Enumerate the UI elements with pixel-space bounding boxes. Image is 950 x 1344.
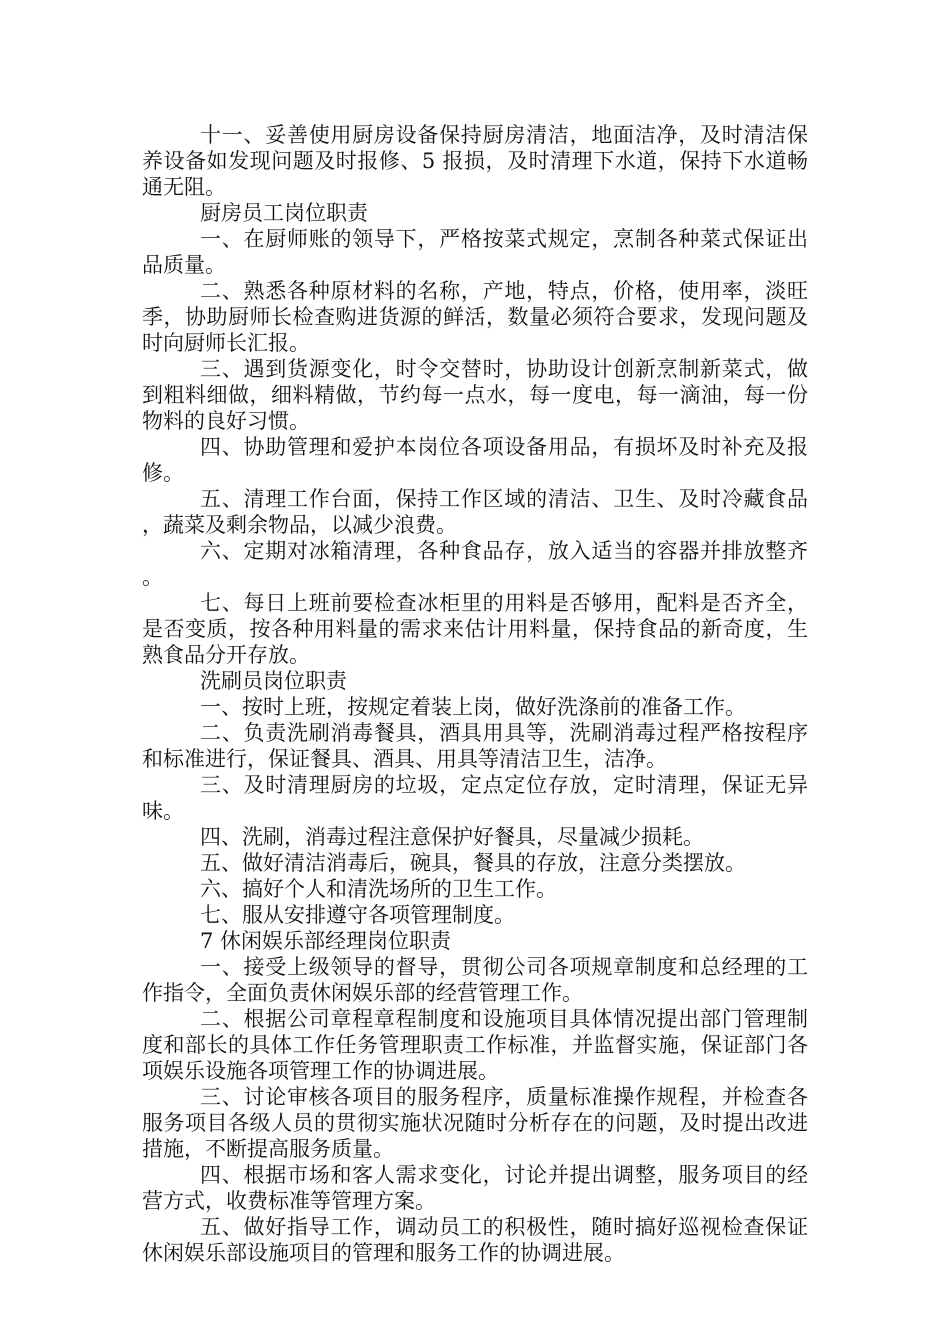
paragraph-maintenance-rule: 十一、妥善使用厨房设备保持厨房清洁，地面洁净，及时清洁保养设备如发现问题及时报修、5 报损，及时清理下水道，保持下水道畅通无阻。 [142,123,808,199]
paragraph: 四、洗刷，消毒过程注意保护好餐具，尽量减少损耗。 [200,825,704,849]
section-heading-leisure-manager: 7 休闲娱乐部经理岗位职责 [200,929,452,953]
paragraph: 三、及时清理厨房的垃圾，定点定位存放，定时清理，保证无异味。 [142,773,808,823]
paragraph: 一、接受上级领导的督导，贯彻公司各项规章制度和总经理的工作指令，全面负责休闲娱乐部的经营管理工作。 [142,955,808,1005]
section-heading-kitchen-staff: 厨房员工岗位职责 [200,201,368,225]
paragraph: 四、根据市场和客人需求变化，讨论并提出调整，服务项目的经营方式，收费标准等管理方案。 [142,1163,808,1213]
document-page [142,122,808,1266]
paragraph: 四、协助管理和爱护本岗位各项设备用品，有损坏及时补充及报修。 [142,435,808,485]
paragraph: 六、定期对冰箱清理，各种食品存，放入适当的容器并排放整齐。 [142,539,808,589]
paragraph: 三、遇到货源变化，时令交替时，协助设计创新烹制新菜式，做到粗料细做，细料精做，节约每一点水，每一度电，每一滴油，每一份物料的良好习惯。 [142,357,808,433]
paragraph: 五、做好指导工作，调动员工的积极性，随时搞好巡视检查保证休闲娱乐部设施项目的管理和服务工作的协调进展。 [142,1215,808,1265]
paragraph: 二、负责洗刷消毒餐具，酒具用具等，洗刷消毒过程严格按程序和标准进行，保证餐具、酒具、用具等清洁卫生，洁净。 [142,721,808,771]
paragraph: 二、根据公司章程章程制度和设施项目具体情况提出部门管理制度和部长的具体工作任务管理职责工作标准，并监督实施，保证部门各项娱乐设施各项管理工作的协调进展。 [142,1007,808,1083]
paragraph: 一、按时上班，按规定着装上岗，做好洗涤前的准备工作。 [200,695,746,719]
paragraph: 五、做好清洁消毒后，碗具，餐具的存放，注意分类摆放。 [200,851,746,875]
paragraph: 三、讨论审核各项目的服务程序，质量标准操作规程，并检查各服务项目各级人员的贯彻实施状况随时分析存在的问题，及时提出改进措施，不断提高服务质量。 [142,1085,808,1161]
paragraph: 五、清理工作台面，保持工作区域的清洁、卫生、及时冷藏食品，蔬菜及剩余物品，以减少浪费。 [142,487,808,537]
section-heading-dishwasher: 洗刷员岗位职责 [200,669,347,693]
paragraph: 七、每日上班前要检查冰柜里的用料是否够用，配料是否齐全，是否变质，按各种用料量的需求来估计用料量，保持食品的新奇度，生熟食品分开存放。 [142,591,808,667]
paragraph: 六、搞好个人和清洗场所的卫生工作。 [200,877,557,901]
paragraph: 二、熟悉各种原材料的名称，产地，特点，价格，使用率，淡旺季，协助厨师长检查购进货源的鲜活，数量必须符合要求，发现问题及时向厨师长汇报。 [142,279,808,355]
paragraph: 一、在厨师账的领导下，严格按菜式规定，烹制各种菜式保证出品质量。 [142,227,808,277]
paragraph: 七、服从安排遵守各项管理制度。 [200,903,515,927]
